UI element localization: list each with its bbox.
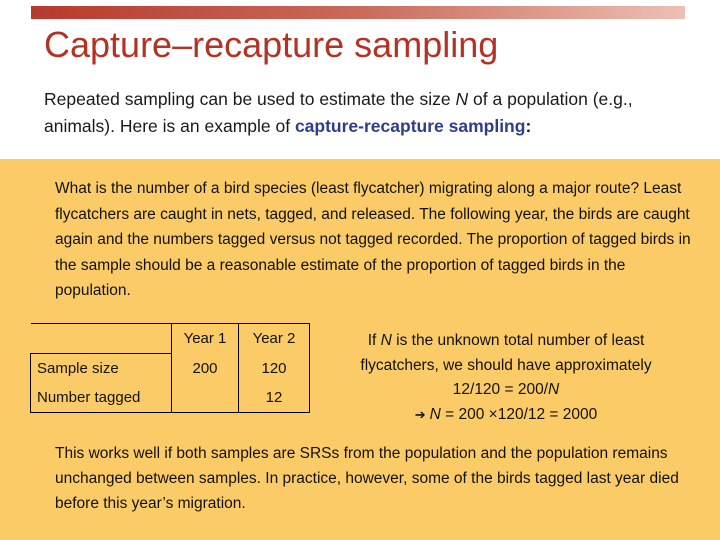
page-title: Capture–recapture sampling: [44, 24, 499, 65]
estimate-var-1: N: [380, 332, 392, 349]
estimate-var-2: N: [548, 381, 560, 398]
data-table: [30, 323, 310, 413]
cell-number-tagged-year2: 12: [239, 383, 310, 413]
intro-text-2: of a population (e.g., animals). Here is an example of: [44, 89, 633, 136]
estimate-result: = 200 ×120/12 = 2000: [445, 405, 598, 423]
estimate-line-2: [330, 378, 682, 403]
cell-number-tagged-year1: [172, 383, 239, 413]
estimate-line-3: [330, 403, 682, 428]
estimate-var-3: N: [429, 405, 441, 423]
arrow-right-icon: ➔: [414, 406, 426, 422]
estimate-text: [330, 329, 682, 427]
example-panel: [0, 159, 720, 540]
row-label-number-tagged: Number tagged: [31, 383, 172, 413]
title-accent-bar: [31, 6, 685, 19]
question-paragraph: What is the number of a bird species (least flycatcher) migrating along a major route? Least flycatchers are caught in nets, tagged, and released. The following year, the birds are caught again and the numbers tagged versus not tagged recorded. The proportion of tagged birds in the sample should be a reasonable estimate of the proportion of tagged birds in the population.: [55, 180, 691, 299]
intro-colon: :: [525, 116, 532, 136]
intro-variable: N: [455, 89, 469, 109]
table-row: [31, 383, 310, 413]
header-year-2: Year 2: [239, 324, 310, 354]
row-label-sample-size: Sample size: [31, 354, 172, 384]
intro-text: Repeated sampling can be used to estimate the size: [44, 89, 451, 109]
closing-paragraph: This works well if both samples are SRSs from the population and the population remains unchanged between samples. In practice, however, some of the birds tagged last year died before this year’s migration.: [55, 445, 679, 512]
estimate-line-1: [330, 329, 682, 378]
cell-sample-size-year1: 200: [172, 354, 239, 384]
cell-sample-size-year2: 120: [239, 354, 310, 384]
estimate-line-1-rest: is the unknown total number of least flycatchers, we should have approximately: [360, 332, 652, 374]
estimate-if: If: [367, 332, 377, 349]
intro-paragraph: [44, 86, 694, 140]
table-header-row: [31, 324, 310, 354]
estimate-ratio: 12/120 = 200/: [452, 381, 549, 398]
table-corner-cell: [31, 324, 172, 354]
header-year-1: Year 1: [172, 324, 239, 354]
intro-emphasis: capture-recapture sampling: [294, 116, 526, 136]
table-row: [31, 354, 310, 384]
